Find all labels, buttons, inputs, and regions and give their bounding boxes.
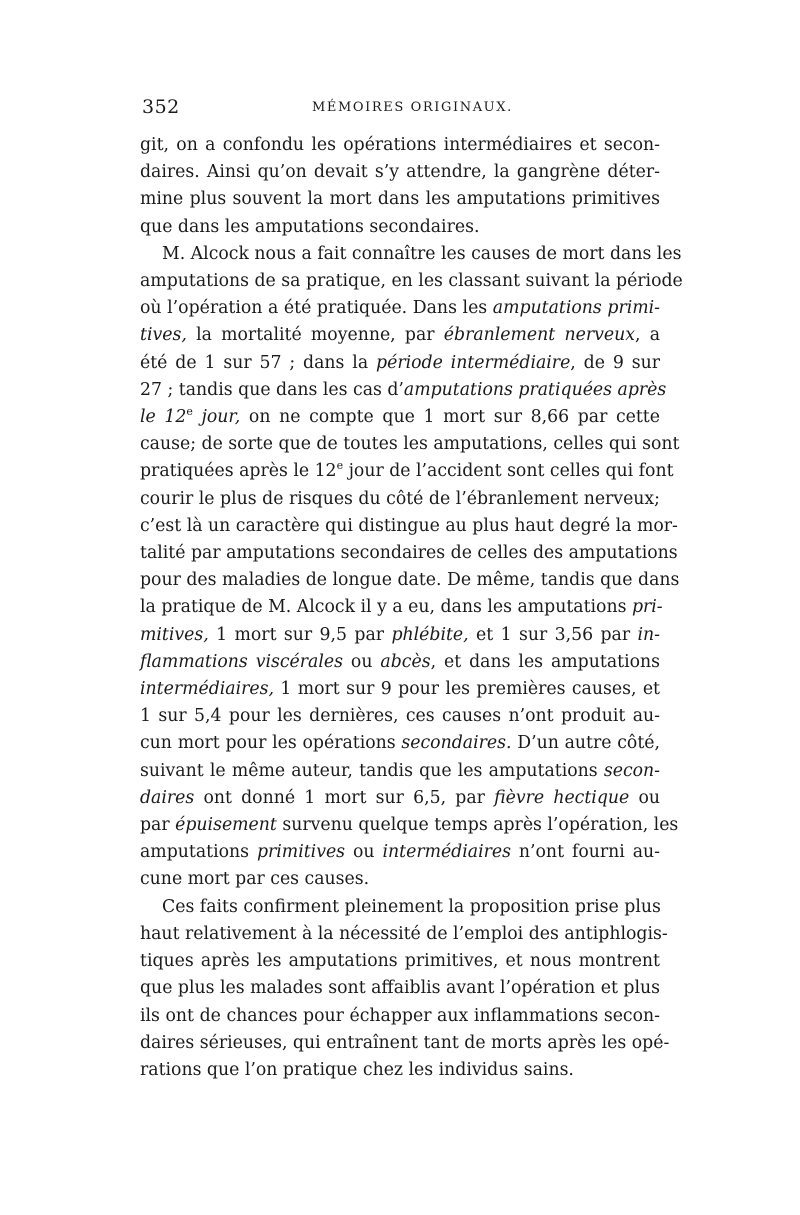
text-run: suivant le même auteur, tandis que les amputations xyxy=(140,760,604,781)
text-run: on ne compte que 1 mort sur 8,66 par cette xyxy=(240,407,660,428)
text-run: amputations xyxy=(140,842,257,863)
text-line xyxy=(140,622,660,649)
italic-text: abcès xyxy=(380,651,431,672)
text-run: amputations de sa pratique, en les classant suivant la période xyxy=(140,271,683,292)
text-run: n’ont fourni au- xyxy=(510,842,661,863)
text-line xyxy=(140,268,683,295)
body-text xyxy=(140,132,683,1084)
page-number: 352 xyxy=(142,96,180,118)
text-line xyxy=(140,567,680,594)
text-line xyxy=(140,159,660,186)
text-run: 1 mort sur 9 pour les premières causes, et xyxy=(273,679,660,700)
text-run: ou xyxy=(342,651,381,672)
italic-text: in- xyxy=(637,624,660,645)
italic-text: ébranlement nerveux xyxy=(443,325,635,346)
text-line xyxy=(140,975,660,1002)
italic-text: pri- xyxy=(631,597,663,618)
italic-text: fièvre hectique xyxy=(494,787,630,808)
text-line xyxy=(140,785,660,812)
text-line xyxy=(140,540,678,567)
text-run: et 1 sur 3,56 par xyxy=(468,624,638,645)
italic-text: intermédiaires xyxy=(382,842,511,863)
text-run: , de 9 sur xyxy=(570,352,660,373)
text-run: la pratique de M. Alcock il y a eu, dans les amputations xyxy=(140,597,632,618)
text-run: pratiquées après le 12 xyxy=(140,461,337,482)
italic-text: le 12 xyxy=(140,407,187,428)
text-run: D’un autre côté, xyxy=(511,733,661,754)
text-run: courir le plus de risques du côté de l’ébranlement nerveux; xyxy=(140,488,660,509)
text-run: ils ont de chances pour échapper aux inflammations secon- xyxy=(140,1005,660,1026)
italic-text: secondaires. xyxy=(401,733,512,754)
italic-text: épuisement xyxy=(175,815,277,836)
text-line xyxy=(140,866,660,893)
italic-text: flammations viscérales xyxy=(140,651,343,672)
text-run: où l’opération a été pratiquée. Dans les xyxy=(140,298,493,319)
text-line xyxy=(140,377,667,404)
text-run: 1 sur 5,4 pour les dernières, ces causes n’ont produit au- xyxy=(140,706,660,727)
text-run: tiques après les amputations primitives, et nous montrent xyxy=(140,951,660,972)
text-line xyxy=(140,921,668,948)
text-line xyxy=(140,513,678,540)
text-run: Ces faits confirment pleinement la proposition prise plus xyxy=(162,896,661,917)
text-line xyxy=(140,676,660,703)
text-line xyxy=(140,1030,670,1057)
text-run: survenu quelque temps après l’opération, les xyxy=(276,815,679,836)
italic-text: amputations pratiquées après xyxy=(403,379,667,400)
running-head xyxy=(140,96,660,124)
text-line xyxy=(140,295,660,322)
text-line xyxy=(140,594,663,621)
text-line xyxy=(140,730,660,757)
text-run: que dans les amputations secondaires. xyxy=(140,216,480,237)
text-line xyxy=(140,703,660,730)
book-page xyxy=(140,96,683,1084)
text-line xyxy=(140,186,660,213)
text-line xyxy=(140,404,660,431)
italic-text: amputations primi- xyxy=(492,298,660,319)
running-title: MÉMOIRES ORIGINAUX. xyxy=(312,100,513,115)
text-line xyxy=(140,839,660,866)
text-line xyxy=(140,350,660,377)
text-run: cune mort par ces causes. xyxy=(140,869,370,890)
text-line xyxy=(140,486,660,513)
text-line xyxy=(140,132,660,159)
text-run: mine plus souvent la mort dans les amputations primitives xyxy=(140,189,660,210)
text-line xyxy=(140,649,660,676)
italic-text: daires xyxy=(140,787,195,808)
text-line xyxy=(140,812,679,839)
text-run: été de 1 sur 57 ; dans la xyxy=(140,352,377,373)
text-run: c’est là un caractère qui distingue au plus haut degré la mor- xyxy=(140,515,678,536)
text-run: daires sérieuses, qui entraînent tant de morts après les opé- xyxy=(140,1032,670,1053)
text-run: haut relativement à la nécessité de l’emploi des antiphlogis- xyxy=(140,923,668,944)
text-run: git, on a confondu les opérations intermédiaires et secon- xyxy=(140,135,660,155)
text-line xyxy=(140,214,660,241)
superscript: e xyxy=(186,405,193,419)
text-run: , et dans les amputations xyxy=(430,651,660,672)
text-line xyxy=(140,241,682,268)
text-run: , a xyxy=(634,325,660,346)
italic-text: primitives xyxy=(256,842,346,863)
text-line xyxy=(140,894,660,921)
text-run: talité par amputations secondaires de celles des amputations xyxy=(140,543,678,564)
text-run: ont donné 1 mort sur 6,5, par xyxy=(194,787,495,808)
text-run: cause; de sorte que de toutes les amputations, celles qui sont xyxy=(140,434,680,455)
text-line xyxy=(140,458,674,485)
text-run: ou xyxy=(629,787,660,808)
text-line xyxy=(140,431,680,458)
text-line xyxy=(140,1003,660,1030)
text-run: la mortalité moyenne, par xyxy=(186,325,444,346)
text-line xyxy=(140,948,660,975)
text-line xyxy=(140,322,660,349)
italic-text: jour, xyxy=(192,407,241,428)
text-run: par xyxy=(140,815,176,836)
text-line xyxy=(140,1057,660,1084)
text-run: ou xyxy=(345,842,383,863)
italic-text: intermédiaires, xyxy=(140,679,274,700)
text-run: 1 mort sur 9,5 par xyxy=(208,624,392,645)
text-run: 27 ; tandis que dans les cas d’ xyxy=(140,379,404,400)
text-run: jour de l’accident sont celles qui font xyxy=(343,461,674,482)
text-run: pour des maladies de longue date. De même, tandis que dans xyxy=(140,570,680,591)
text-run: cun mort pour les opérations xyxy=(140,733,402,754)
italic-text: secon- xyxy=(603,760,660,781)
italic-text: phlébite, xyxy=(391,624,469,645)
text-run: rations que l’on pratique chez les individus sains. xyxy=(140,1059,574,1080)
text-run: M. Alcock nous a fait connaître les causes de mort dans les xyxy=(162,243,682,264)
superscript: e xyxy=(336,459,344,473)
italic-text: tives, xyxy=(140,325,187,346)
text-run: que plus les malades sont affaiblis avant l’opération et plus xyxy=(140,978,660,999)
italic-text: période intermédiaire xyxy=(376,352,571,373)
text-run: daires. Ainsi qu’on devait s’y attendre, la gangrène déter- xyxy=(140,162,660,183)
text-line xyxy=(140,758,660,785)
italic-text: mitives, xyxy=(140,624,209,645)
